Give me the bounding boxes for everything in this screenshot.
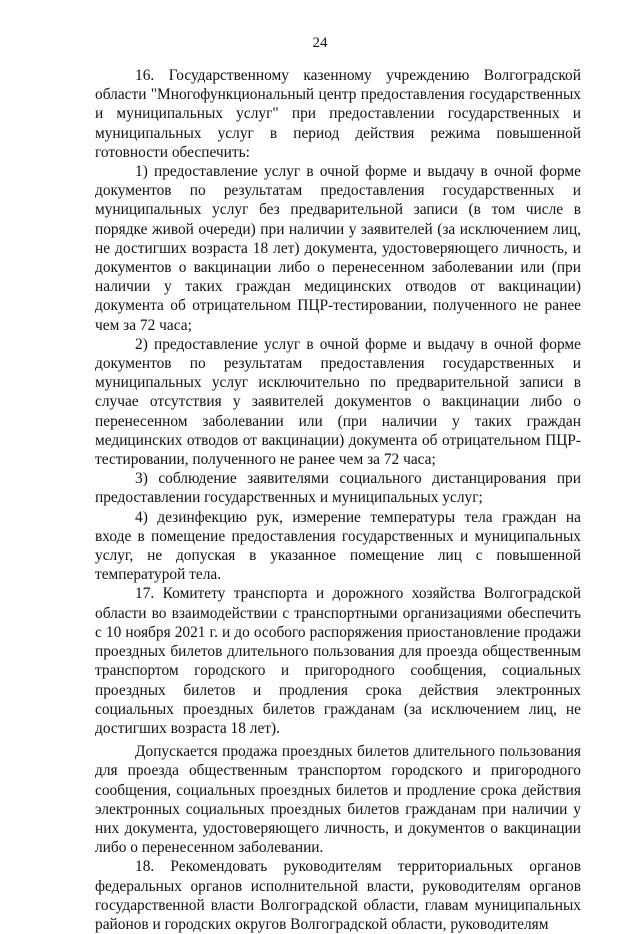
page-number: 24 bbox=[312, 35, 328, 51]
paragraph-16-item-4: 4) дезинфекцию рук, измерение температуры тела граждан на входе в помещение предоставления государственных и муниципальных услуг, не допуская в указанное помещение лиц с повышенной температурой тела. bbox=[95, 508, 581, 584]
paragraph-16-item-1: 1) предоставление услуг в очной форме и выдачу в очной форме документов по результатам предоставления государственных и муниципальных услуг без предварительной записи (в том числе в порядке живой очереди) при наличии у заявителей (за исключением лиц, не достигших возраста 18 лет) документа, удостоверяющего личность, и документов о вакцинации либо о перенесенном заболевании или (при наличии у таких граждан медицинских отводов от вакцинации) документа об отрицательном ПЦР-тестировании, полученного не ранее чем за 72 часа; bbox=[95, 163, 581, 334]
paragraph-18: 18. Рекомендовать руководителям территориальных органов федеральных органов исполнительной власти, руководителям органов государственной власти Волгоградской области, главам муниципальных районов и городских округов Волгоградской области, руководителям bbox=[95, 858, 581, 933]
paragraph-17: 17. Комитету транспорта и дорожного хозяйства Волгоградской области во взаимодействии с транспортными организациями обеспечить с 10 ноября 2021 г. и до особого распоряжения приостановление продажи проездных билетов длительного пользования для проезда общественным транспортом городского и пригородного сообщения, социальных проездных билетов и продления срока действия электронных социальных проездных билетов гражданам (за исключением лиц, не достигших возраста 18 лет). bbox=[95, 585, 581, 737]
paragraph-16-item-2: 2) предоставление услуг в очной форме и выдачу в очной форме документов по результатам предоставления государственных и муниципальных услуг исключительно по предварительной записи в случае отсутствия у заявителей документов о вакцинации либо о перенесенном заболевании или (при наличии у таких граждан медицинских отводов от вакцинации) документа об отрицательном ПЦР-тестировании, полученного не ранее чем за 72 часа; bbox=[95, 335, 581, 469]
paragraph-16: 16. Государственному казенному учреждению Волгоградской области "Многофункциональный центр предоставления государственных и муниципальных услуг" при предоставлении государственных и муниципальных услуг в период действия режима повышенной готовности обеспечить: bbox=[95, 67, 581, 161]
paragraph-16-item-3: 3) соблюдение заявителями социального дистанцирования при предоставлении государственных и муниципальных услуг; bbox=[95, 470, 581, 507]
paragraph-17-permission: Допускается продажа проездных билетов длительного пользования для проезда общественным транспортом городского и пригородного сообщения, социальных проездных билетов и продление срока действия электронных социальных проездных билетов гражданам при наличии у них документа, удостоверяющего личность, и документов о вакцинации либо о перенесенном заболевании. bbox=[95, 743, 581, 857]
document-body bbox=[95, 66, 581, 934]
